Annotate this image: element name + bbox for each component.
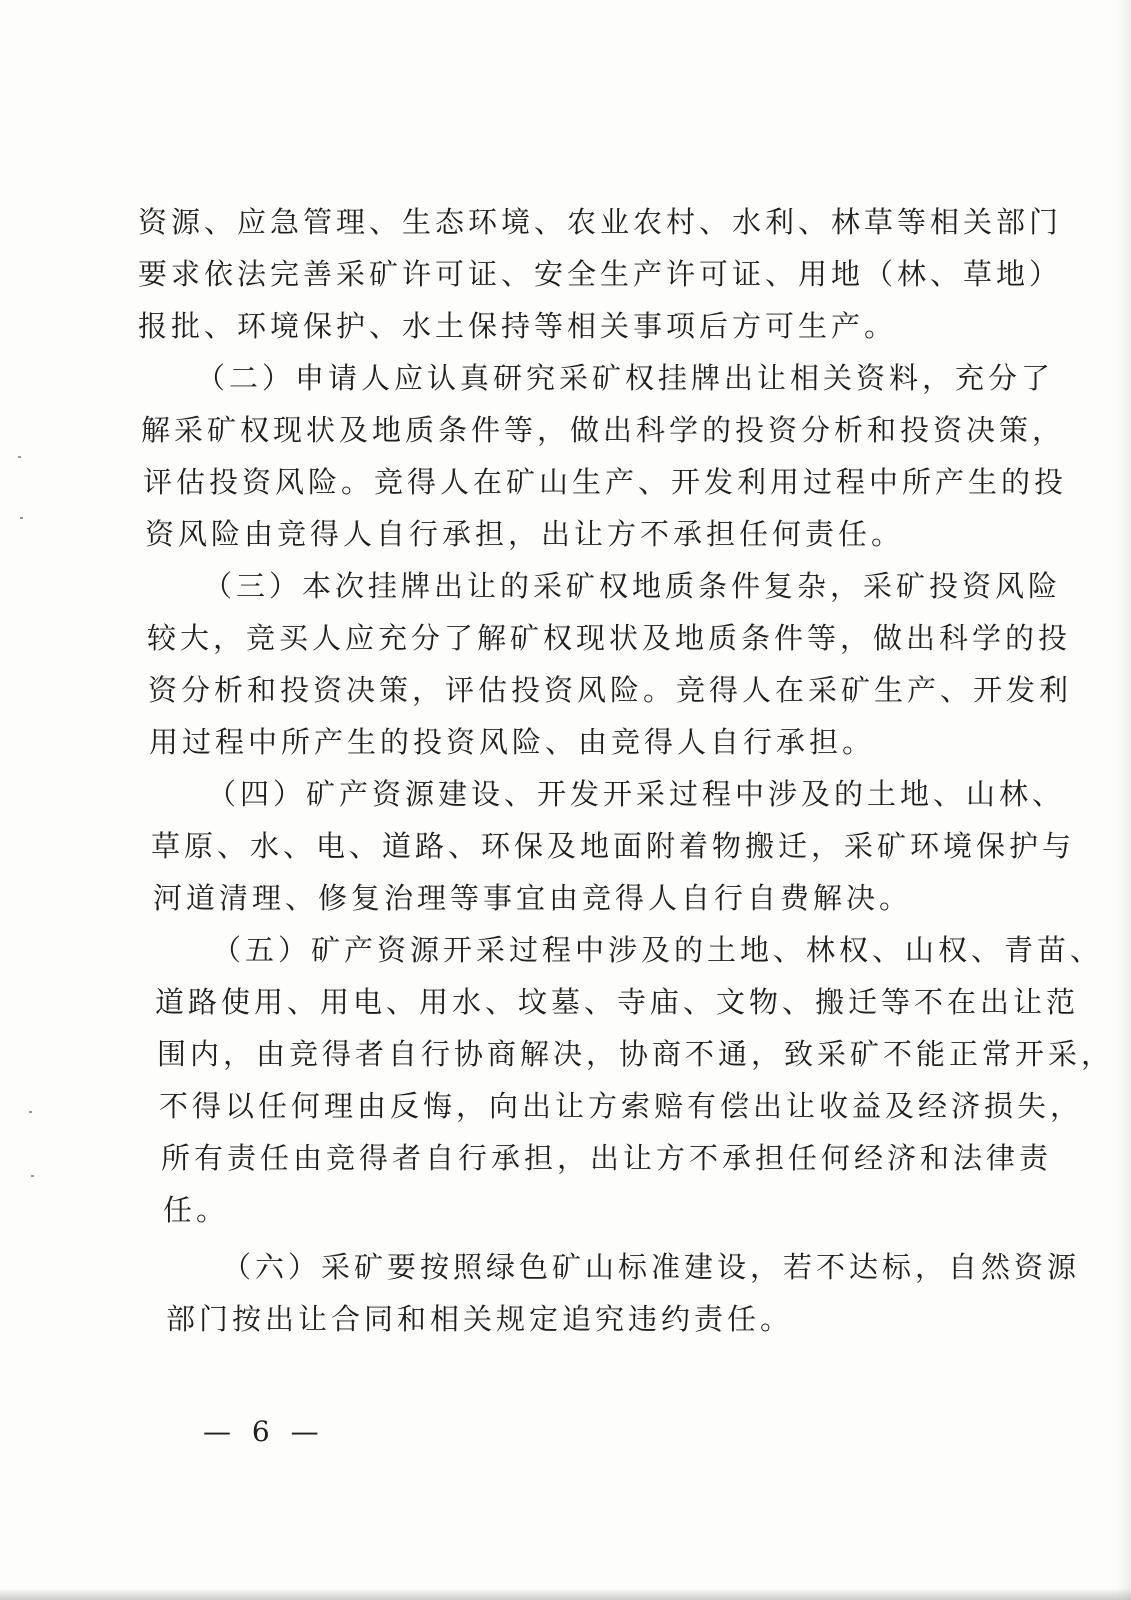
scan-speck (18, 456, 21, 458)
text-line: 评估投资风险。竞得人在矿山生产、开发利用过程中所产生的投 (143, 465, 1068, 499)
text-line: 任。 (163, 1193, 230, 1227)
page-number: — 6 — (203, 1415, 325, 1448)
scan-speck (29, 1111, 32, 1113)
text-line: 草原、水、电、道路、环保及地面附着物搬迁，采矿环境保护与 (151, 829, 1076, 863)
text-line: 资源、应急管理、生态环境、农业农村、水利、林草等相关部门 (138, 205, 1063, 239)
text-line: 资风险由竞得人自行承担，出让方不承担任何责任。 (145, 517, 905, 551)
text-line: 河道清理、修复治理等事宜由竞得人自行自费解决。 (153, 881, 913, 915)
text-line: 部门按出让合同和相关规定追究违约责任。 (166, 1302, 794, 1336)
text-line: 要求依法完善采矿许可证、安全生产许可证、用地（林、草地） (138, 257, 1063, 291)
text-line: 报批、环境保护、水土保持等相关事项后方可生产。 (138, 309, 898, 343)
paragraph-4-first-line: （四）矿产资源建设、开发开采过程中涉及的土地、山林、 (207, 777, 1066, 811)
text-line: 资分析和投资决策，评估投资风险。竞得人在采矿生产、开发利 (148, 673, 1073, 707)
text-line: 较大，竞买人应充分了解矿权现状及地质条件等，做出科学的投 (147, 621, 1072, 655)
text-line: 不得以任何理由反悔，向出让方索赔有偿出让收益及经济损失， (159, 1089, 1084, 1123)
scan-bottom-edge (0, 1588, 1131, 1600)
text-line: 道路使用、用电、用水、坟墓、寺庙、文物、搬迁等不在出让范 (155, 985, 1080, 1019)
text-line: 围内，由竞得者自行协商解决，协商不通，致采矿不能正常开采， (157, 1037, 1115, 1071)
text-line: 解采矿权现状及地质条件等，做出科学的投资分析和投资决策， (141, 413, 1066, 447)
scan-edge-shading (1117, 0, 1131, 1600)
text-line: 所有责任由竞得者自行承担，出让方不承担任何经济和法律责 (161, 1141, 1053, 1175)
paragraph-3-first-line: （三）本次挂牌出让的采矿权地质条件复杂，采矿投资风险 (203, 569, 1062, 603)
paragraph-2-first-line: （二）申请人应认真研究采矿权挂牌出让相关资料，充分了 (196, 361, 1055, 395)
paragraph-5-first-line: （五）矿产资源开采过程中涉及的土地、林权、山权、青苗、 (212, 933, 1104, 967)
scan-speck (20, 517, 23, 519)
paragraph-6-first-line: （六）采矿要按照绿色矿山标准建设，若不达标，自然资源 (222, 1250, 1081, 1284)
scan-speck (31, 1175, 34, 1177)
text-line: 用过程中所产生的投资风险、由竞得人自行承担。 (149, 725, 876, 759)
